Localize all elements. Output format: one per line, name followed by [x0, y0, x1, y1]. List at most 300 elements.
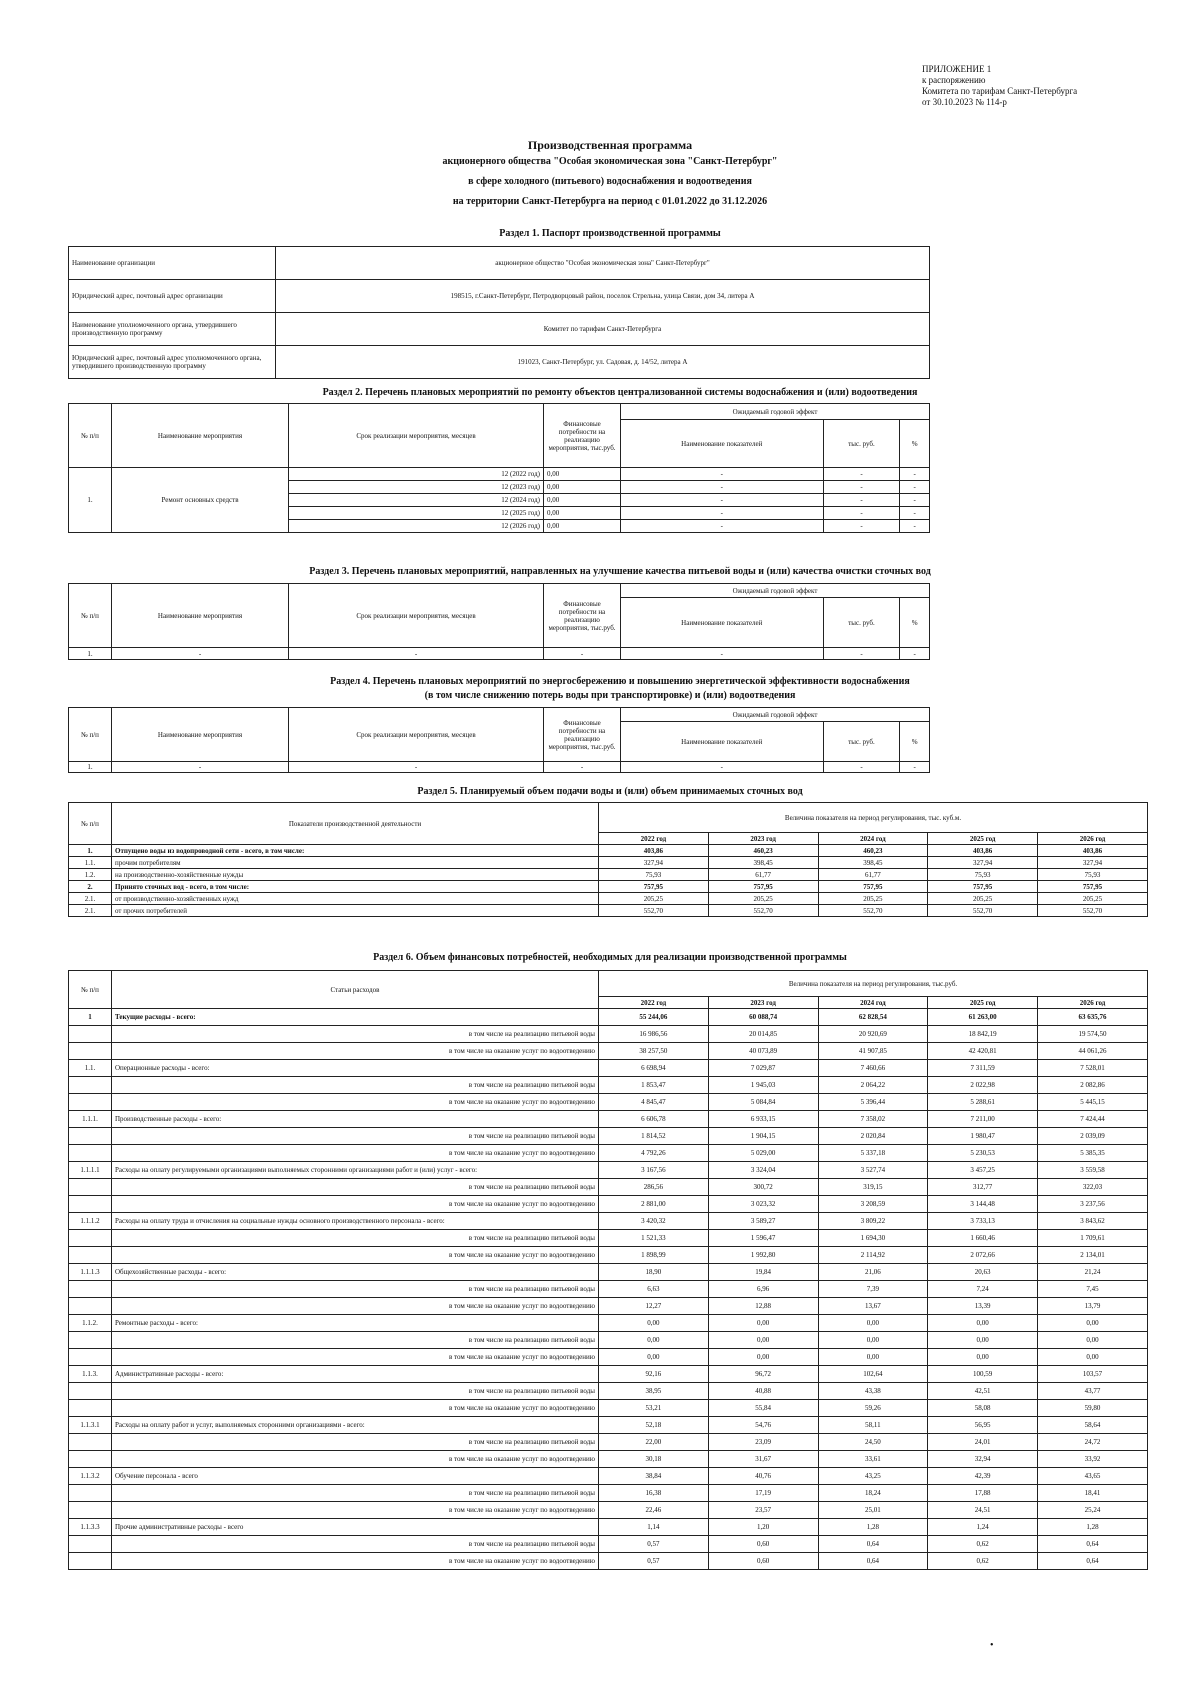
table-row [69, 1247, 1148, 1264]
row-value: 7 460,66 [818, 1060, 928, 1077]
table-row [69, 1400, 1148, 1417]
table-row [69, 1196, 1148, 1213]
row-num: 1. [69, 845, 112, 857]
table-row [69, 468, 930, 481]
table-row [69, 1264, 1148, 1281]
row-value: 2 114,92 [818, 1247, 928, 1264]
row-indicator: Принято сточных вод - всего, в том числе: [112, 881, 599, 893]
row-item: в том числе на реализацию питьевой воды [112, 1026, 599, 1043]
row-value: 7,39 [818, 1281, 928, 1298]
row-item: в том числе на оказание услуг по водоотведению [112, 1400, 599, 1417]
row-value: 205,25 [928, 893, 1038, 905]
row-num [69, 1349, 112, 1366]
table-row [69, 857, 1148, 869]
row-num [69, 1400, 112, 1417]
table-row [69, 1417, 1148, 1434]
table-row [69, 1230, 1148, 1247]
table-row [69, 869, 1148, 881]
row-item: в том числе на реализацию питьевой воды [112, 1536, 599, 1553]
row-finance: 0,00 [544, 468, 621, 481]
passport-table [68, 246, 930, 379]
row-num: 1.1.3. [69, 1366, 112, 1383]
row-value: 1 980,47 [928, 1128, 1038, 1145]
row-value: 25,01 [818, 1502, 928, 1519]
row-value: 96,72 [708, 1366, 818, 1383]
row-num [69, 1332, 112, 1349]
row-num [69, 1094, 112, 1111]
row-value: 3 144,48 [928, 1196, 1038, 1213]
row-value: 327,94 [599, 857, 709, 869]
col-effect: Ожидаемый годовой эффект [621, 404, 930, 420]
row-value: 398,45 [818, 857, 928, 869]
row-indicator: на производственно-хозяйственные нужды [112, 869, 599, 881]
row-value: 13,79 [1038, 1298, 1148, 1315]
row-cell: - [544, 648, 621, 660]
row-value: 2 082,86 [1038, 1077, 1148, 1094]
row-item: Ремонтные расходы - всего: [112, 1315, 599, 1332]
col-indicator: Показатели производственной деятельности [112, 803, 599, 845]
row-cell: - [900, 481, 930, 494]
row-value: 5 288,61 [928, 1094, 1038, 1111]
row-item: Обучение персонала - всего [112, 1468, 599, 1485]
row-value: 1,24 [928, 1519, 1038, 1536]
passport-row [69, 247, 930, 280]
row-value: 55 244,06 [599, 1009, 709, 1026]
row-num [69, 1247, 112, 1264]
row-item: Общехозяйственные расходы - всего: [112, 1264, 599, 1281]
row-value: 757,95 [928, 881, 1038, 893]
row-num: 2. [69, 881, 112, 893]
col-num: № п/п [69, 971, 112, 1009]
row-value: 43,25 [818, 1468, 928, 1485]
row-value: 1 945,03 [708, 1077, 818, 1094]
passport-value: 198515, г.Санкт-Петербург, Петродворцовый район, поселок Стрельна, улица Связи, дом 34, литера А [276, 280, 930, 313]
table-row [69, 1349, 1148, 1366]
row-value: 0,60 [708, 1553, 818, 1570]
row-value: 6,96 [708, 1281, 818, 1298]
row-value: 4 845,47 [599, 1094, 709, 1111]
row-value: 0,00 [599, 1332, 709, 1349]
row-value: 1 904,15 [708, 1128, 818, 1145]
passport-row [69, 313, 930, 346]
row-value: 398,45 [708, 857, 818, 869]
row-value: 5 385,35 [1038, 1145, 1148, 1162]
col-indicators: Наименование показателей [621, 598, 824, 648]
passport-value: 191023, Санкт-Петербург, ул. Садовая, д. 14/52, литера А [276, 346, 930, 379]
row-term: 12 (2026 год) [289, 520, 544, 533]
row-value: 18,41 [1038, 1485, 1148, 1502]
row-value: 757,95 [818, 881, 928, 893]
row-value: 1,28 [1038, 1519, 1148, 1536]
row-item: в том числе на оказание услуг по водоотведению [112, 1196, 599, 1213]
row-value: 1 992,80 [708, 1247, 818, 1264]
row-value: 63 635,76 [1038, 1009, 1148, 1026]
row-value: 1 660,46 [928, 1230, 1038, 1247]
row-cell: - [900, 494, 930, 507]
passport-row [69, 346, 930, 379]
col-year: 2025 год [928, 997, 1038, 1009]
row-value: 75,93 [599, 869, 709, 881]
row-value: 0,57 [599, 1553, 709, 1570]
row-value: 43,65 [1038, 1468, 1148, 1485]
row-value: 24,01 [928, 1434, 1038, 1451]
row-num: 1.1.3.1 [69, 1417, 112, 1434]
row-value: 24,51 [928, 1502, 1038, 1519]
row-value: 7 424,44 [1038, 1111, 1148, 1128]
section6-table [68, 970, 1148, 1570]
row-num: 1.1.3.2 [69, 1468, 112, 1485]
row-finance: 0,00 [544, 481, 621, 494]
row-num [69, 1536, 112, 1553]
row-num [69, 1230, 112, 1247]
table-row [69, 1485, 1148, 1502]
col-effect: Ожидаемый годовой эффект [621, 708, 930, 722]
col-year: 2026 год [1038, 997, 1148, 1009]
row-num: 1.1. [69, 857, 112, 869]
row-value: 460,23 [708, 845, 818, 857]
row-value: 205,25 [1038, 893, 1148, 905]
row-value: 41 907,85 [818, 1043, 928, 1060]
appendix-line: ПРИЛОЖЕНИЕ 1 [922, 64, 992, 74]
row-value: 1 814,52 [599, 1128, 709, 1145]
table-row [69, 1281, 1148, 1298]
col-num: № п/п [69, 584, 112, 648]
row-value: 286,56 [599, 1179, 709, 1196]
row-value: 33,61 [818, 1451, 928, 1468]
row-num [69, 1553, 112, 1570]
row-value: 61,77 [818, 869, 928, 881]
row-value: 0,62 [928, 1553, 1038, 1570]
row-num: 1.1.2. [69, 1315, 112, 1332]
row-num: 1.1.3.3 [69, 1519, 112, 1536]
document-subtitle: в сфере холодного (питьевого) водоснабжения и водоотведения [468, 176, 752, 187]
row-value: 757,95 [1038, 881, 1148, 893]
col-indicators: Наименование показателей [621, 420, 824, 468]
row-value: 5 445,15 [1038, 1094, 1148, 1111]
row-item: в том числе на реализацию питьевой воды [112, 1332, 599, 1349]
row-value: 92,16 [599, 1366, 709, 1383]
col-finance: Финансовые потребности на реализацию мероприятия, тыс.руб. [544, 404, 621, 468]
col-term: Срок реализации мероприятия, месяцев [289, 404, 544, 468]
row-value: 25,24 [1038, 1502, 1148, 1519]
row-value: 7 528,01 [1038, 1060, 1148, 1077]
col-term: Срок реализации мероприятия, месяцев [289, 584, 544, 648]
row-value: 1 694,30 [818, 1230, 928, 1247]
row-value: 403,86 [928, 845, 1038, 857]
row-value: 62 828,54 [818, 1009, 928, 1026]
row-value: 5 084,84 [708, 1094, 818, 1111]
row-value: 0,62 [928, 1536, 1038, 1553]
row-value: 3 208,59 [818, 1196, 928, 1213]
table-row [69, 1026, 1148, 1043]
row-value: 552,70 [1038, 905, 1148, 917]
passport-value: Комитет по тарифам Санкт-Петербурга [276, 313, 930, 346]
col-num: № п/п [69, 404, 112, 468]
row-value: 0,00 [1038, 1332, 1148, 1349]
section4-title-2: (в том числе снижению потерь воды при транспортировке) и (или) водоотведения [424, 690, 796, 701]
row-item: Прочие административные расходы - всего [112, 1519, 599, 1536]
row-item: в том числе на реализацию питьевой воды [112, 1434, 599, 1451]
table-row [69, 1451, 1148, 1468]
section3-table [68, 583, 930, 660]
table-row [69, 1383, 1148, 1400]
table-row [69, 1077, 1148, 1094]
row-value: 40,88 [708, 1383, 818, 1400]
col-year: 2023 год [708, 997, 818, 1009]
row-item: Административные расходы - всего: [112, 1366, 599, 1383]
row-value: 0,00 [1038, 1349, 1148, 1366]
passport-label: Наименование организации [69, 247, 276, 280]
col-rub: тыс. руб. [823, 598, 900, 648]
row-cell: - [621, 762, 824, 773]
row-value: 18,24 [818, 1485, 928, 1502]
row-num [69, 1179, 112, 1196]
row-value: 0,60 [708, 1536, 818, 1553]
row-value: 0,00 [928, 1349, 1038, 1366]
row-value: 2 881,00 [599, 1196, 709, 1213]
appendix-line: Комитета по тарифам Санкт-Петербурга [922, 86, 1078, 96]
row-value: 31,67 [708, 1451, 818, 1468]
row-num [69, 1077, 112, 1094]
row-cell: - [621, 481, 824, 494]
row-cell: - [900, 468, 930, 481]
row-finance: 0,00 [544, 507, 621, 520]
row-term: 12 (2023 год) [289, 481, 544, 494]
row-value: 0,00 [708, 1332, 818, 1349]
col-year: 2024 год [818, 833, 928, 845]
col-name: Наименование мероприятия [112, 404, 289, 468]
row-value: 5 396,44 [818, 1094, 928, 1111]
row-value: 757,95 [708, 881, 818, 893]
table-row [69, 905, 1148, 917]
row-value: 0,64 [1038, 1553, 1148, 1570]
row-value: 58,11 [818, 1417, 928, 1434]
row-value: 0,00 [818, 1332, 928, 1349]
row-value: 42 420,81 [928, 1043, 1038, 1060]
row-value: 44 061,26 [1038, 1043, 1148, 1060]
col-name: Наименование мероприятия [112, 584, 289, 648]
row-value: 6,63 [599, 1281, 709, 1298]
table-row [69, 1553, 1148, 1570]
row-value: 2 134,01 [1038, 1247, 1148, 1264]
row-value: 3 589,27 [708, 1213, 818, 1230]
row-value: 1,28 [818, 1519, 928, 1536]
table-row [69, 1162, 1148, 1179]
row-value: 3 733,13 [928, 1213, 1038, 1230]
passport-label: Юридический адрес, почтовый адрес уполномоченного органа, утвердившего производственную программу [69, 346, 276, 379]
row-finance: 0,00 [544, 494, 621, 507]
row-value: 56,95 [928, 1417, 1038, 1434]
row-value: 13,67 [818, 1298, 928, 1315]
footer-mark: • [990, 1640, 994, 1651]
row-item: в том числе на реализацию питьевой воды [112, 1230, 599, 1247]
row-num [69, 1196, 112, 1213]
table-row [69, 1298, 1148, 1315]
row-indicator: от прочих потребителей [112, 905, 599, 917]
row-value: 2 064,22 [818, 1077, 928, 1094]
section2-table [68, 403, 930, 533]
row-num: 1 [69, 1009, 112, 1026]
row-value: 552,70 [818, 905, 928, 917]
row-cell: - [900, 520, 930, 533]
row-cell: - [823, 520, 900, 533]
row-value: 1,20 [708, 1519, 818, 1536]
row-num [69, 1298, 112, 1315]
row-value: 5 337,18 [818, 1145, 928, 1162]
row-value: 23,09 [708, 1434, 818, 1451]
col-rub: тыс. руб. [823, 722, 900, 762]
row-num: 1. [69, 762, 112, 773]
table-row [69, 1434, 1148, 1451]
row-value: 757,95 [599, 881, 709, 893]
row-cell: - [621, 468, 824, 481]
row-cell: - [621, 494, 824, 507]
table-row [69, 1366, 1148, 1383]
row-value: 5 029,00 [708, 1145, 818, 1162]
appendix-block [922, 64, 1077, 108]
row-value: 0,64 [818, 1553, 928, 1570]
row-cell: - [900, 762, 930, 773]
row-value: 552,70 [708, 905, 818, 917]
row-num: 1.1.1.1 [69, 1162, 112, 1179]
row-value: 7 211,00 [928, 1111, 1038, 1128]
row-item: в том числе на реализацию питьевой воды [112, 1485, 599, 1502]
col-pct: % [900, 420, 930, 468]
row-item: в том числе на оказание услуг по водоотведению [112, 1349, 599, 1366]
row-value: 19,84 [708, 1264, 818, 1281]
row-value: 55,84 [708, 1400, 818, 1417]
row-value: 24,72 [1038, 1434, 1148, 1451]
row-num [69, 1502, 112, 1519]
row-value: 19 574,50 [1038, 1026, 1148, 1043]
row-value: 0,00 [818, 1349, 928, 1366]
row-num: 1.2. [69, 869, 112, 881]
row-cell: - [544, 762, 621, 773]
row-value: 6 698,94 [599, 1060, 709, 1077]
row-value: 4 792,26 [599, 1145, 709, 1162]
table-row [69, 881, 1148, 893]
row-value: 322,03 [1038, 1179, 1148, 1196]
col-year: 2022 год [599, 833, 709, 845]
section6-title: Раздел 6. Объем финансовых потребностей, необходимых для реализации производственной программы [373, 952, 847, 963]
table-row [69, 1111, 1148, 1128]
row-num [69, 1026, 112, 1043]
row-item: Производственные расходы - всего: [112, 1111, 599, 1128]
row-cell: - [621, 507, 824, 520]
row-value: 100,59 [928, 1366, 1038, 1383]
table-row [69, 845, 1148, 857]
row-value: 0,00 [928, 1315, 1038, 1332]
row-cell: - [823, 481, 900, 494]
row-value: 17,19 [708, 1485, 818, 1502]
row-indicator: прочим потребителям [112, 857, 599, 869]
row-item: в том числе на реализацию питьевой воды [112, 1179, 599, 1196]
passport-row [69, 280, 930, 313]
row-value: 552,70 [928, 905, 1038, 917]
table-row [69, 1519, 1148, 1536]
row-item: в том числе на оказание услуг по водоотведению [112, 1247, 599, 1264]
row-cell: - [823, 507, 900, 520]
col-effect: Ожидаемый годовой эффект [621, 584, 930, 598]
col-name: Наименование мероприятия [112, 708, 289, 762]
row-cell: - [823, 468, 900, 481]
row-value: 3 527,74 [818, 1162, 928, 1179]
row-value: 403,86 [1038, 845, 1148, 857]
col-finance: Финансовые потребности на реализацию мероприятия, тыс.руб. [544, 584, 621, 648]
table-row [69, 1043, 1148, 1060]
row-value: 327,94 [928, 857, 1038, 869]
row-cell: - [621, 520, 824, 533]
row-num [69, 1043, 112, 1060]
row-item: Расходы на оплату работ и услуг, выполняемых сторонними организациями - всего: [112, 1417, 599, 1434]
row-item: в том числе на реализацию питьевой воды [112, 1383, 599, 1400]
row-value: 319,15 [818, 1179, 928, 1196]
col-pct: % [900, 598, 930, 648]
col-finance: Финансовые потребности на реализацию мероприятия, тыс.руб. [544, 708, 621, 762]
col-year: 2024 год [818, 997, 928, 1009]
row-value: 40 073,89 [708, 1043, 818, 1060]
row-value: 6 606,78 [599, 1111, 709, 1128]
row-value: 1 898,99 [599, 1247, 709, 1264]
row-value: 1 853,47 [599, 1077, 709, 1094]
row-value: 52,18 [599, 1417, 709, 1434]
row-value: 0,00 [708, 1315, 818, 1332]
row-value: 102,64 [818, 1366, 928, 1383]
col-num: № п/п [69, 708, 112, 762]
row-value: 3 843,62 [1038, 1213, 1148, 1230]
passport-value: акционерное общество "Особая экономическая зона" Санкт-Петербург" [276, 247, 930, 280]
row-value: 7 029,87 [708, 1060, 818, 1077]
row-finance: 0,00 [544, 520, 621, 533]
row-value: 6 933,15 [708, 1111, 818, 1128]
row-item: в том числе на реализацию питьевой воды [112, 1077, 599, 1094]
row-item: в том числе на оказание услуг по водоотведению [112, 1043, 599, 1060]
row-value: 0,64 [1038, 1536, 1148, 1553]
row-value: 0,00 [599, 1349, 709, 1366]
row-value: 3 809,22 [818, 1213, 928, 1230]
row-item: в том числе на оказание услуг по водоотведению [112, 1145, 599, 1162]
row-item: в том числе на оказание услуг по водоотведению [112, 1451, 599, 1468]
col-year: 2022 год [599, 997, 709, 1009]
row-num [69, 1485, 112, 1502]
row-num [69, 1451, 112, 1468]
row-value: 18 842,19 [928, 1026, 1038, 1043]
row-value: 16,38 [599, 1485, 709, 1502]
row-value: 58,08 [928, 1400, 1038, 1417]
row-value: 2 022,98 [928, 1077, 1038, 1094]
row-value: 2 072,66 [928, 1247, 1038, 1264]
row-item: в том числе на оказание услуг по водоотведению [112, 1298, 599, 1315]
row-value: 7,24 [928, 1281, 1038, 1298]
table-row [69, 1145, 1148, 1162]
row-value: 3 420,32 [599, 1213, 709, 1230]
row-value: 43,38 [818, 1383, 928, 1400]
col-indicators: Наименование показателей [621, 722, 824, 762]
table-row [69, 1094, 1148, 1111]
row-value: 21,06 [818, 1264, 928, 1281]
row-value: 0,00 [1038, 1315, 1148, 1332]
col-term: Срок реализации мероприятия, месяцев [289, 708, 544, 762]
row-cell: - [112, 648, 289, 660]
row-value: 42,51 [928, 1383, 1038, 1400]
col-num: № п/п [69, 803, 112, 845]
row-value: 20 014,85 [708, 1026, 818, 1043]
row-item: в том числе на оказание услуг по водоотведению [112, 1502, 599, 1519]
row-cell: - [289, 762, 544, 773]
row-value: 32,94 [928, 1451, 1038, 1468]
row-value: 7,45 [1038, 1281, 1148, 1298]
row-value: 21,24 [1038, 1264, 1148, 1281]
